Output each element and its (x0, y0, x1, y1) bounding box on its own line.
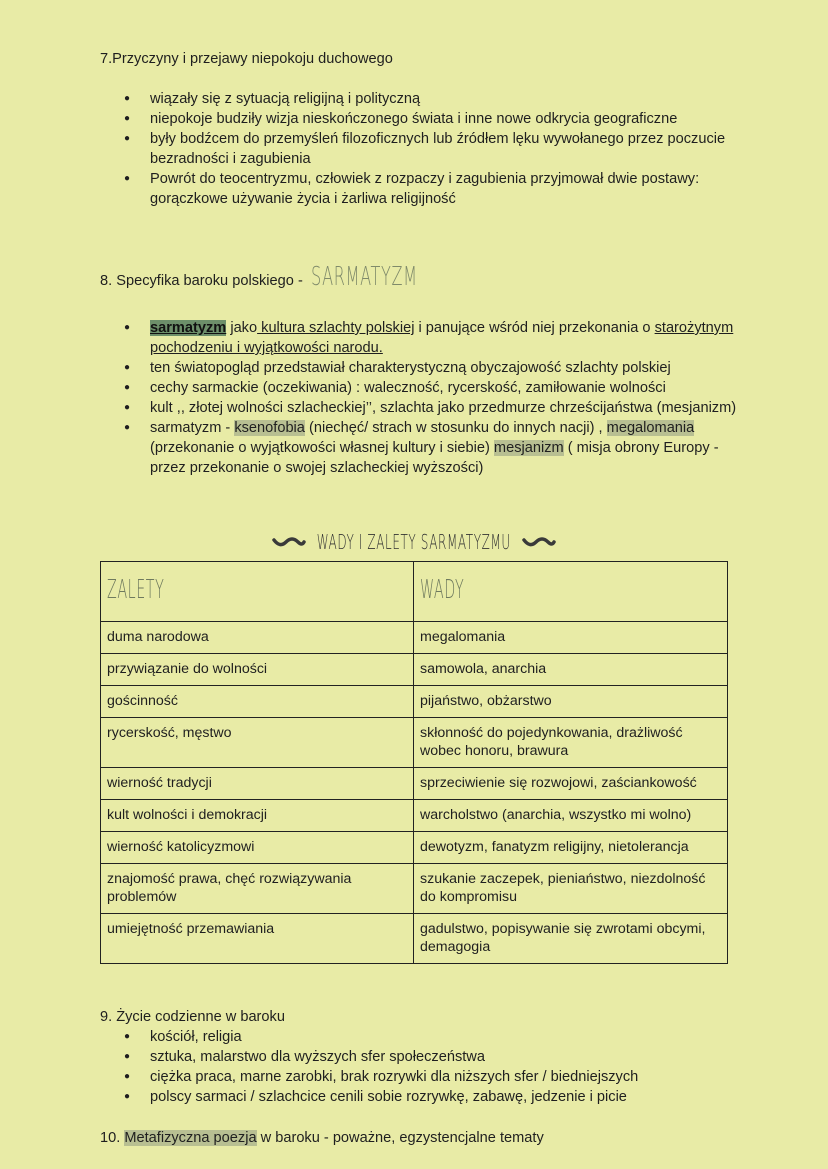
table-cell: znajomość prawa, chęć rozwiązywania problemów (101, 864, 414, 914)
header-zalety: ZALETY (101, 562, 414, 622)
section-7-list (100, 89, 740, 209)
list-item: ● wiązały się z sytuacją religijną i polityczną (100, 89, 740, 109)
table-row (101, 768, 728, 800)
table-cell: megalomania (414, 622, 728, 654)
text: sarmatyzm - (150, 420, 235, 436)
sarmatism-table (100, 561, 728, 964)
list-item: ● Powrót do teocentryzmu, człowiek z rozpaczy i zagubienia przyjmował dwie postawy: gorączkowe używanie życia i żarliwa religijność (100, 169, 740, 209)
table-cell: dewotyzm, fanatyzm religijny, nietolerancja (414, 832, 728, 864)
table-cell: pijaństwo, obżarstwo (414, 686, 728, 718)
text-underlined: kultura szlachty polskiej (257, 320, 415, 336)
term-mesjanizm: mesjanizm (493, 440, 564, 456)
table-title-text: WADY I ZALETY SARMATYZMU (316, 530, 512, 554)
text: ( misja obrony Europy - przez przekonanie o swojej szlacheckiej wyższości) (150, 440, 719, 476)
list-item: ● sztuka, malarstwo dla wyższych sfer społeczeństwa (100, 1047, 740, 1067)
text: w baroku - poważne, egzystencjalne tematy (256, 1130, 544, 1146)
section-7-heading: 7.Przyczyny i przejawy niepokoju duchowego (100, 51, 393, 67)
section-10-heading (100, 1128, 544, 1148)
table-row (101, 718, 728, 768)
table-header-row (101, 562, 728, 622)
text: i panujące wśród niej przekonania o (414, 320, 655, 336)
section-9-list (100, 1027, 740, 1107)
table-row (101, 832, 728, 864)
sarmatyzm-handwritten-label: SARMATYZM (310, 262, 418, 292)
text: 10. (100, 1130, 125, 1146)
list-item (100, 318, 740, 358)
wave-decoration-icon (272, 535, 306, 549)
table-cell: przywiązanie do wolności (101, 654, 414, 686)
table-cell: warcholstwo (anarchia, wszystko mi wolno) (414, 800, 728, 832)
list-item (100, 418, 740, 478)
text: jako (226, 320, 258, 336)
table-cell: wierność tradycji (101, 768, 414, 800)
table-row (101, 654, 728, 686)
section-8-title: 8. Specyfika baroku polskiego - (100, 273, 303, 289)
table-row (101, 800, 728, 832)
table-cell: duma narodowa (101, 622, 414, 654)
list-item: ● kościół, religia (100, 1027, 740, 1047)
term-metafizyczna-poezja: Metafizyczna poezja (124, 1130, 257, 1146)
table-cell: wierność katolicyzmowi (101, 832, 414, 864)
table-cell: gościnność (101, 686, 414, 718)
table-cell: umiejętność przemawiania (101, 914, 414, 964)
table-cell: szukanie zaczepek, pieniaństwo, niezdolność do kompromisu (414, 864, 728, 914)
table-row (101, 914, 728, 964)
text: (niechęć/ strach w stosunku do innych nacji) , (304, 420, 607, 436)
text-underlined: starożytnym pochodzeniu i wyjątkowości narodu. (150, 320, 734, 356)
list-item: ● były bodźcem do przemyśleń filozoficznych lub źródłem lęku wywołanego przez poczucie bezradności i zagubienia (100, 129, 740, 169)
wave-decoration-icon (522, 535, 556, 549)
list-item: ● ciężka praca, marne zarobki, brak rozrywki dla niższych sfer / biedniejszych (100, 1067, 740, 1087)
text: (przekonanie o wyjątkowości własnej kultury i siebie) (150, 440, 494, 456)
section-8-heading (100, 262, 483, 292)
table-title (0, 528, 828, 557)
table-cell: skłonność do pojedynkowania, drażliwość wobec honoru, brawura (414, 718, 728, 768)
table-cell: sprzeciwienie się rozwojowi, zaściankowość (414, 768, 728, 800)
term-sarmatyzm: sarmatyzm (150, 320, 227, 336)
table-cell: rycerskość, męstwo (101, 718, 414, 768)
header-wady: WADY (414, 562, 728, 622)
table-row (101, 622, 728, 654)
list-item: ● kult ,, złotej wolności szlacheckiej’’, szlachta jako przedmurze chrześcijaństwa (mesjanizm) (100, 398, 740, 418)
term-ksenofobia: ksenofobia (234, 420, 305, 436)
list-item: ● polscy sarmaci / szlachcice cenili sobie rozrywkę, zabawę, jedzenie i picie (100, 1087, 740, 1107)
list-item: ● cechy sarmackie (oczekiwania) : waleczność, rycerskość, zamiłowanie wolności (100, 378, 740, 398)
list-item: ● ten światopogląd przedstawiał charakterystyczną obyczajowość szlachty polskiej (100, 358, 740, 378)
table-row (101, 686, 728, 718)
term-megalomania: megalomania (606, 420, 695, 436)
table-cell: gadulstwo, popisywanie się zwrotami obcymi, demagogia (414, 914, 728, 964)
table-row (101, 864, 728, 914)
section-8-list (100, 318, 740, 478)
table-cell: samowola, anarchia (414, 654, 728, 686)
list-item: ● niepokoje budziły wizja nieskończonego świata i inne nowe odkrycia geograficzne (100, 109, 740, 129)
section-9-heading: 9. Życie codzienne w baroku (100, 1009, 285, 1025)
table-cell: kult wolności i demokracji (101, 800, 414, 832)
